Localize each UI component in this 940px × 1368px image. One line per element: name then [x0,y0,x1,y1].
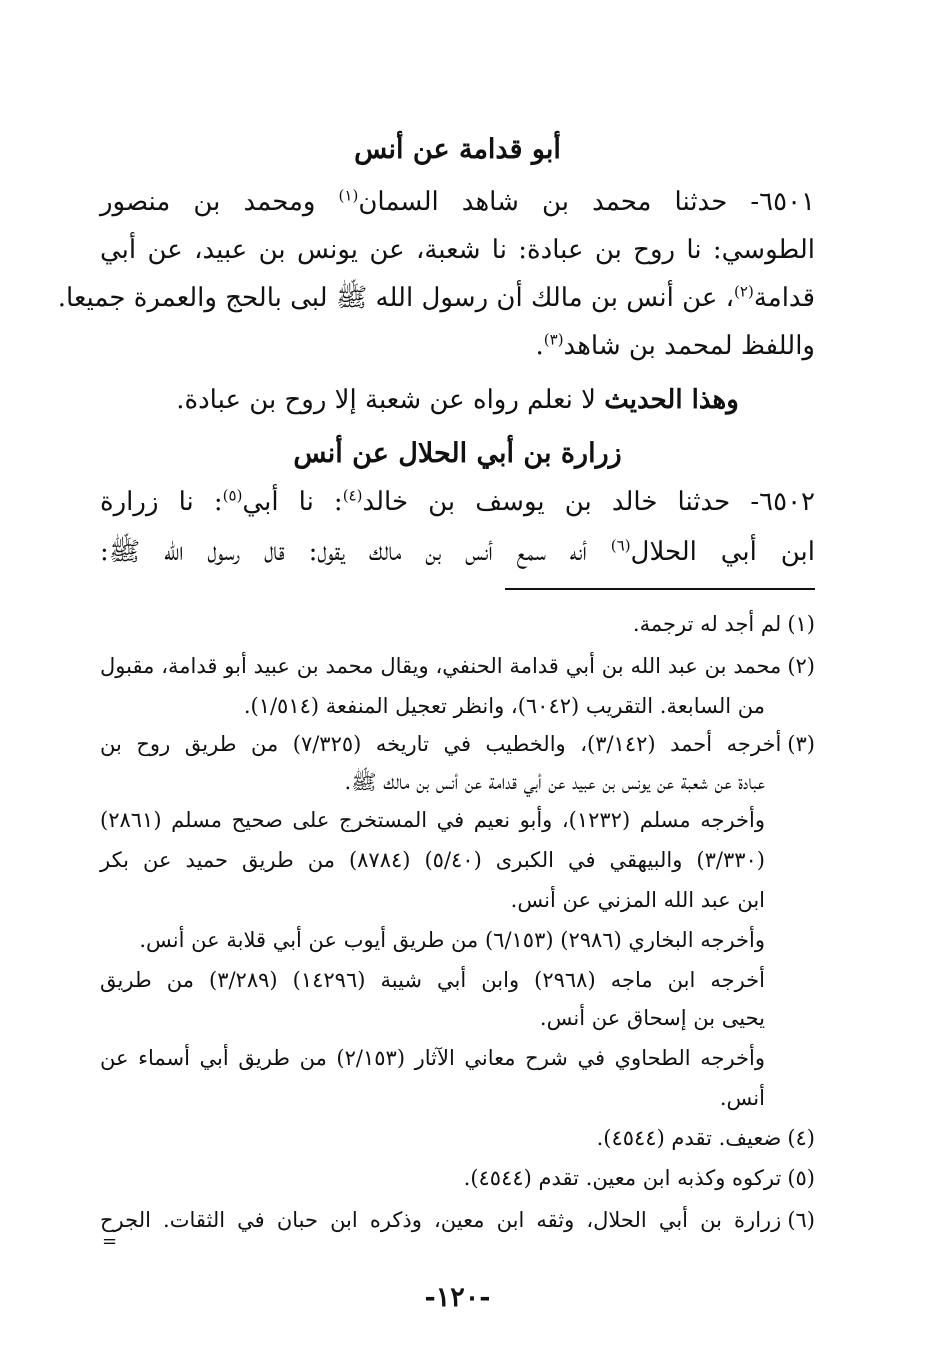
footnote-5 [100,1160,815,1196]
hadith-text: واللفظ لمحمد بن شاهد [563,331,815,361]
footnote-3-line-9: وأخرجه الطحاوي في شرح معاني الآثار (٢/١٥٣) من طريق أبي أسماء عن [100,1046,765,1070]
section-heading-zurara: زرارة بن أبي الحلال عن أنس [293,438,622,469]
hadith-text: ابن أبي الحلال [630,537,815,567]
hadith-6501-line-4 [100,324,815,368]
hadith-6502-line-1 [100,480,815,524]
footnote-ref: (٥) [222,486,243,505]
footnote-3-line-6: وأخرجه البخاري (٢٩٨٦) (٦/١٥٣) من طريق أيوب عن أبي قلابة عن أنس. [139,928,765,952]
hadith-text: . [535,331,544,361]
section-heading-abu-qudama: أبو قدامة عن أنس [354,134,561,165]
footnote-number: (٥) [787,1166,815,1190]
footnote-text: أخرجه أحمد (٣/١٤٢)، والخطيب في تاريخه (٧/٣٢٥) من طريق روح بن [100,732,782,756]
footnote-3-line-3: وأخرجه مسلم (١٢٣٢)، وأبو نعيم في المستخرج على صحيح مسلم (٢٨٦١) [100,808,765,832]
footnote-ref: (٤) [342,486,363,505]
footnote-3-line-10: أنس. [719,1086,765,1110]
footnote-ref: (٣) [543,330,564,349]
document-page [57,0,816,1368]
author-note-label: وهذا الحديث [604,385,739,415]
hadith-text: أنه سمع أنس بن مالك يقول: قال رسول الله ﷺ: [100,537,611,567]
footnote-3-line-1 [100,726,815,762]
footnote-3-line-5: ابن عبد الله المزني عن أنس. [510,888,765,912]
hadith-6501-line-3 [57,276,815,320]
hadith-text: ٦٥٠٢- حدثنا خالد بن يوسف بن خالد [362,487,816,517]
footnote-continuation-marker: = [102,1231,118,1252]
footnote-4 [100,1120,815,1156]
page-number: -١٢٠- [424,1282,491,1313]
footnote-number: (٢) [787,654,815,678]
footnote-number: (١) [787,612,815,636]
footnote-text: زرارة بن أبي الحلال، وثقه ابن معين، وذكره ابن حبان في الثقات. الجرح [100,1208,782,1232]
hadith-text: ومحمد بن منصور [100,187,316,217]
footnote-number: (٦) [787,1208,815,1232]
footnote-ref: (١) [338,186,359,205]
hadith-text: ، عن أنس بن مالك أن رسول الله ﷺ لبى بالحج والعمرة جميعا. [57,283,735,313]
footnote-separator [505,588,815,590]
footnote-text: ضعيف. تقدم (٤٥٤٤). [596,1126,782,1150]
footnote-text: محمد بن عبد الله بن أبي قدامة الحنفي، ويقال محمد بن عبيد أبو قدامة، مقبول [100,654,782,678]
hadith-text: : نا زرارة [100,487,223,517]
footnote-text: لم أجد له ترجمة. [632,612,782,636]
footnote-3-line-4: (٣/٣٣٠) والبيهقي في الكبرى (٥/٤٠) (٨٧٨٤) من طريق حميد عن بكر [100,848,765,872]
footnote-3-line-8: يحيى بن إسحاق عن أنس. [539,1006,765,1030]
footnote-2-line-1 [100,648,815,684]
hadith-text: قدامة [753,283,815,313]
hadith-text: ٦٥٠١- حدثنا محمد بن شاهد السمان [358,187,815,217]
footnote-text: تركوه وكذبه ابن معين. تقدم (٤٥٤٤). [463,1166,782,1190]
author-note [100,378,815,422]
footnote-ref: (٦) [610,536,631,555]
footnote-1 [100,606,815,642]
footnote-number: (٣) [787,732,815,756]
hadith-text: : نا أبي [242,487,343,517]
footnote-6 [100,1202,815,1238]
footnote-ref: (٢) [734,282,754,301]
footnote-number: (٤) [787,1126,815,1150]
author-note-text: لا نعلم رواه عن شعبة إلا روح بن عبادة. [176,385,605,415]
footnote-3-line-2: عبادة عن شعبة عن يونس بن عبيد عن أبي قدامة عن أنس بن مالك ﷺ. [344,770,765,794]
hadith-6501-line-1 [100,180,815,224]
footnote-2-line-2: من السابعة. التقريب (٦٠٤٢)، وانظر تعجيل المنفعة (١/٥١٤). [243,694,765,718]
hadith-6502-line-2 [100,530,815,574]
hadith-6501-line-2: الطوسي: نا روح بن عبادة: نا شعبة، عن يونس بن عبيد، عن أبي [100,235,815,265]
footnote-3-line-7: أخرجه ابن ماجه (٢٩٦٨) وابن أبي شيبة (١٤٢٩٦) (٣/٢٨٩) من طريق [100,968,766,992]
